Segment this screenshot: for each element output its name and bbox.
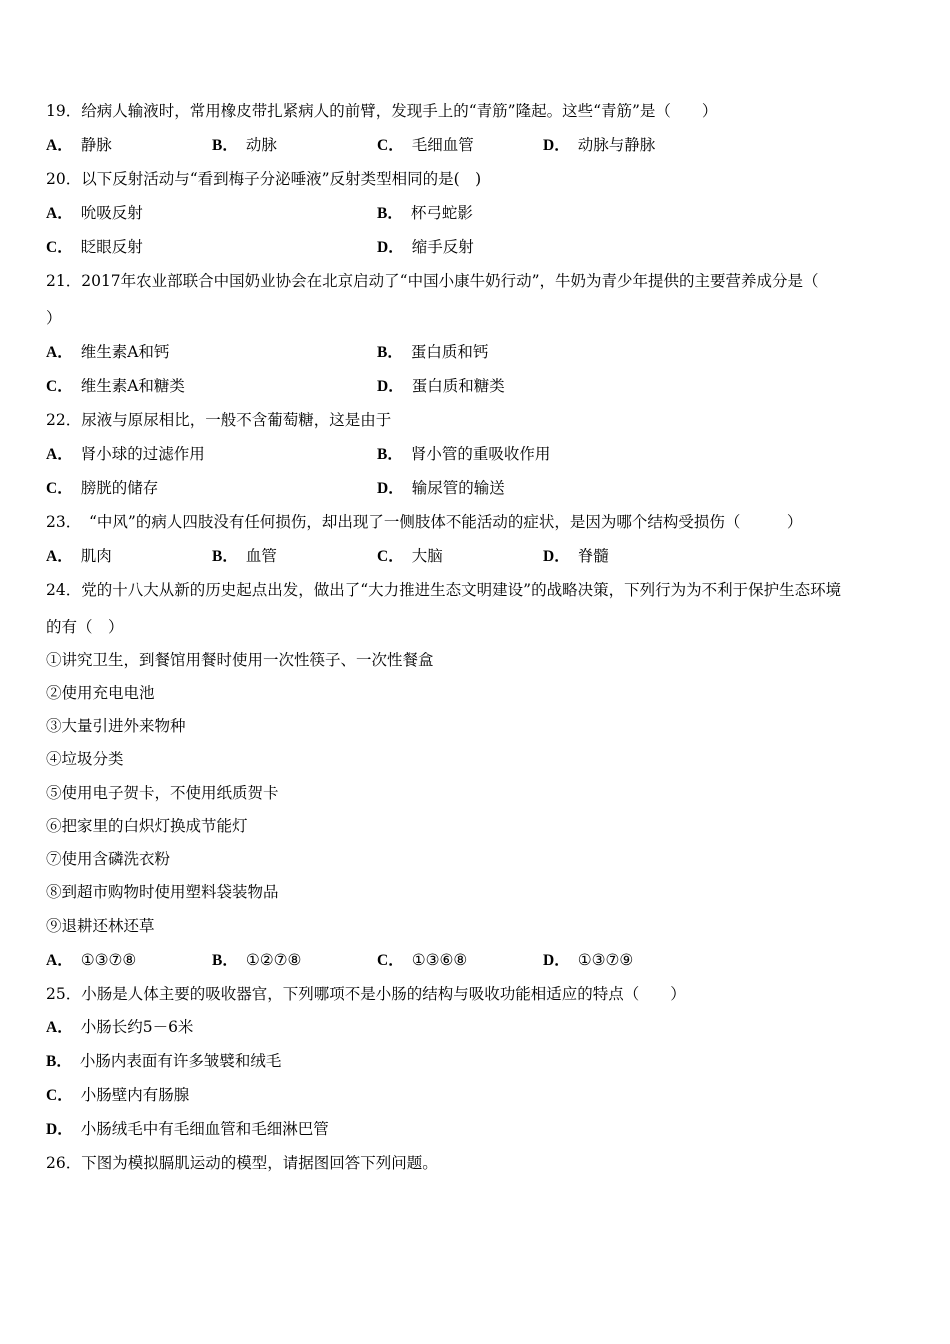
question-21-stem-line2: ）: [46, 309, 62, 327]
question-24-stem-line2: 的有（ ）: [46, 618, 124, 636]
option-label: D．: [46, 1121, 73, 1138]
option-label: A．: [46, 548, 73, 565]
option-text: 毛细血管: [411, 136, 474, 154]
question-21-option-a: [46, 342, 169, 363]
question-23-option-b: [212, 546, 277, 567]
option-label: B．: [377, 205, 403, 222]
option-label: C．: [46, 480, 73, 497]
question-24-item-1: ①讲究卫生，到餐馆用餐时使用一次性筷子、一次性餐盒: [46, 651, 434, 669]
question-19-option-b: [212, 135, 277, 156]
question-24-item-8: ⑧到超市购物时使用塑料袋装物品: [46, 883, 279, 901]
option-label: B．: [377, 344, 403, 361]
option-text: 小肠绒毛中有毛细血管和毛细淋巴管: [80, 1120, 329, 1138]
option-text: 小肠内表面有许多皱襞和绒毛: [79, 1052, 282, 1070]
option-text: 小肠壁内有肠腺: [80, 1086, 190, 1104]
question-20-option-a: [46, 203, 143, 224]
question-24-item-7: ⑦使用含磷洗衣粉: [46, 850, 171, 868]
option-label: A．: [46, 446, 73, 463]
option-text: ①③⑥⑧: [411, 951, 468, 969]
option-text: 肾小球的过滤作用: [80, 445, 205, 463]
option-text: ①②⑦⑧: [245, 951, 302, 969]
option-text: 维生素A和糖类: [80, 377, 185, 395]
question-19-option-a: [46, 135, 112, 156]
option-text: 动脉与静脉: [577, 136, 656, 154]
option-label: A．: [46, 952, 73, 969]
option-text: 动脉: [245, 136, 277, 154]
option-label: D．: [543, 952, 570, 969]
question-24-item-5: ⑤使用电子贺卡，不使用纸质贺卡: [46, 784, 279, 802]
question-22-option-b: [377, 444, 550, 465]
option-text: 眨眼反射: [80, 238, 143, 256]
question-24-item-2: ②使用充电电池: [46, 684, 155, 702]
option-text: 小肠长约5－6米: [80, 1018, 194, 1036]
option-label: C．: [377, 548, 404, 565]
question-22-option-c: [46, 478, 158, 499]
question-24-item-9: ⑨退耕还林还草: [46, 917, 155, 935]
question-23-option-a: [46, 546, 112, 567]
question-20-option-b: [377, 203, 473, 224]
option-label: C．: [377, 137, 404, 154]
question-21-option-c: [46, 376, 185, 397]
question-25-option-d: [46, 1119, 329, 1140]
question-23-option-d: [543, 546, 609, 567]
option-label: A．: [46, 205, 73, 222]
question-24-item-4: ④垃圾分类: [46, 750, 124, 768]
question-26-stem: 26．下图为模拟膈肌运动的模型，请据图回答下列问题。: [46, 1154, 438, 1172]
option-label: B．: [212, 548, 238, 565]
question-21-option-b: [377, 342, 488, 363]
option-label: A．: [46, 344, 73, 361]
option-label: C．: [46, 1087, 73, 1104]
option-label: D．: [377, 378, 404, 395]
option-text: 吮吸反射: [80, 204, 143, 222]
option-text: 维生素A和钙: [80, 343, 170, 361]
question-20-stem: 20．以下反射活动与“看到梅子分泌唾液”反射类型相同的是( ): [46, 170, 482, 188]
question-20-option-c: [46, 237, 143, 258]
option-text: 脊髓: [577, 547, 609, 565]
question-23-stem: 23． “中风”的病人四肢没有任何损伤，却出现了一侧肢体不能活动的症状，是因为哪个结构受损伤（ ）: [46, 513, 803, 531]
option-label: B．: [212, 137, 238, 154]
option-label: B．: [377, 446, 403, 463]
question-19-option-d: [543, 135, 655, 156]
question-24-item-3: ③大量引进外来物种: [46, 717, 186, 735]
option-label: B．: [212, 952, 238, 969]
question-25-option-a: [46, 1017, 193, 1038]
question-24-item-6: ⑥把家里的白炽灯换成节能灯: [46, 817, 248, 835]
option-label: D．: [543, 137, 570, 154]
question-22-option-d: [377, 478, 505, 499]
option-label: C．: [377, 952, 404, 969]
question-21-stem-line1: 21．2017年农业部联合中国奶业协会在北京启动了“中国小康牛奶行动”，牛奶为青少年提供的主要营养成分是（: [46, 272, 819, 290]
question-25-option-b: [46, 1051, 281, 1072]
option-label: A．: [46, 137, 73, 154]
question-25-option-c: [46, 1085, 189, 1106]
question-25-stem: 25．小肠是人体主要的吸收器官，下列哪项不是小肠的结构与吸收功能相适应的特点（ ）: [46, 985, 686, 1003]
option-label: C．: [46, 239, 73, 256]
option-label: B．: [46, 1053, 72, 1070]
question-21-option-d: [377, 376, 505, 397]
option-text: 蛋白质和钙: [410, 343, 489, 361]
option-text: 杯弓蛇影: [410, 204, 473, 222]
question-19-stem: 19．给病人输液时，常用橡皮带扎紧病人的前臂，发现手上的“青筋”隆起。这些“青筋”是（ ）: [46, 102, 718, 120]
question-24-stem-line1: 24．党的十八大从新的历史起点出发，做出了“大力推进生态文明建设”的战略决策，下列行为为不利于保护生态环境: [46, 581, 842, 599]
option-text: 蛋白质和糖类: [411, 377, 505, 395]
option-label: A．: [46, 1019, 73, 1036]
option-text: ①③⑦⑧: [80, 951, 137, 969]
option-text: 血管: [245, 547, 277, 565]
question-24-option-b: [212, 950, 301, 971]
option-label: D．: [543, 548, 570, 565]
question-24-option-c: [377, 950, 467, 971]
option-text: 输尿管的输送: [411, 479, 505, 497]
question-22-option-a: [46, 444, 205, 465]
option-text: ①③⑦⑨: [577, 951, 634, 969]
question-20-option-d: [377, 237, 474, 258]
question-23-option-c: [377, 546, 443, 567]
question-22-stem: 22．尿液与原尿相比，一般不含葡萄糖，这是由于: [46, 411, 392, 429]
option-label: D．: [377, 239, 404, 256]
option-text: 静脉: [80, 136, 112, 154]
question-24-option-d: [543, 950, 633, 971]
option-text: 缩手反射: [411, 238, 474, 256]
option-text: 大脑: [411, 547, 443, 565]
option-label: D．: [377, 480, 404, 497]
question-24-option-a: [46, 950, 136, 971]
question-19-option-c: [377, 135, 474, 156]
option-text: 肌肉: [80, 547, 112, 565]
option-text: 膀胱的储存: [80, 479, 159, 497]
option-label: C．: [46, 378, 73, 395]
option-text: 肾小管的重吸收作用: [410, 445, 551, 463]
